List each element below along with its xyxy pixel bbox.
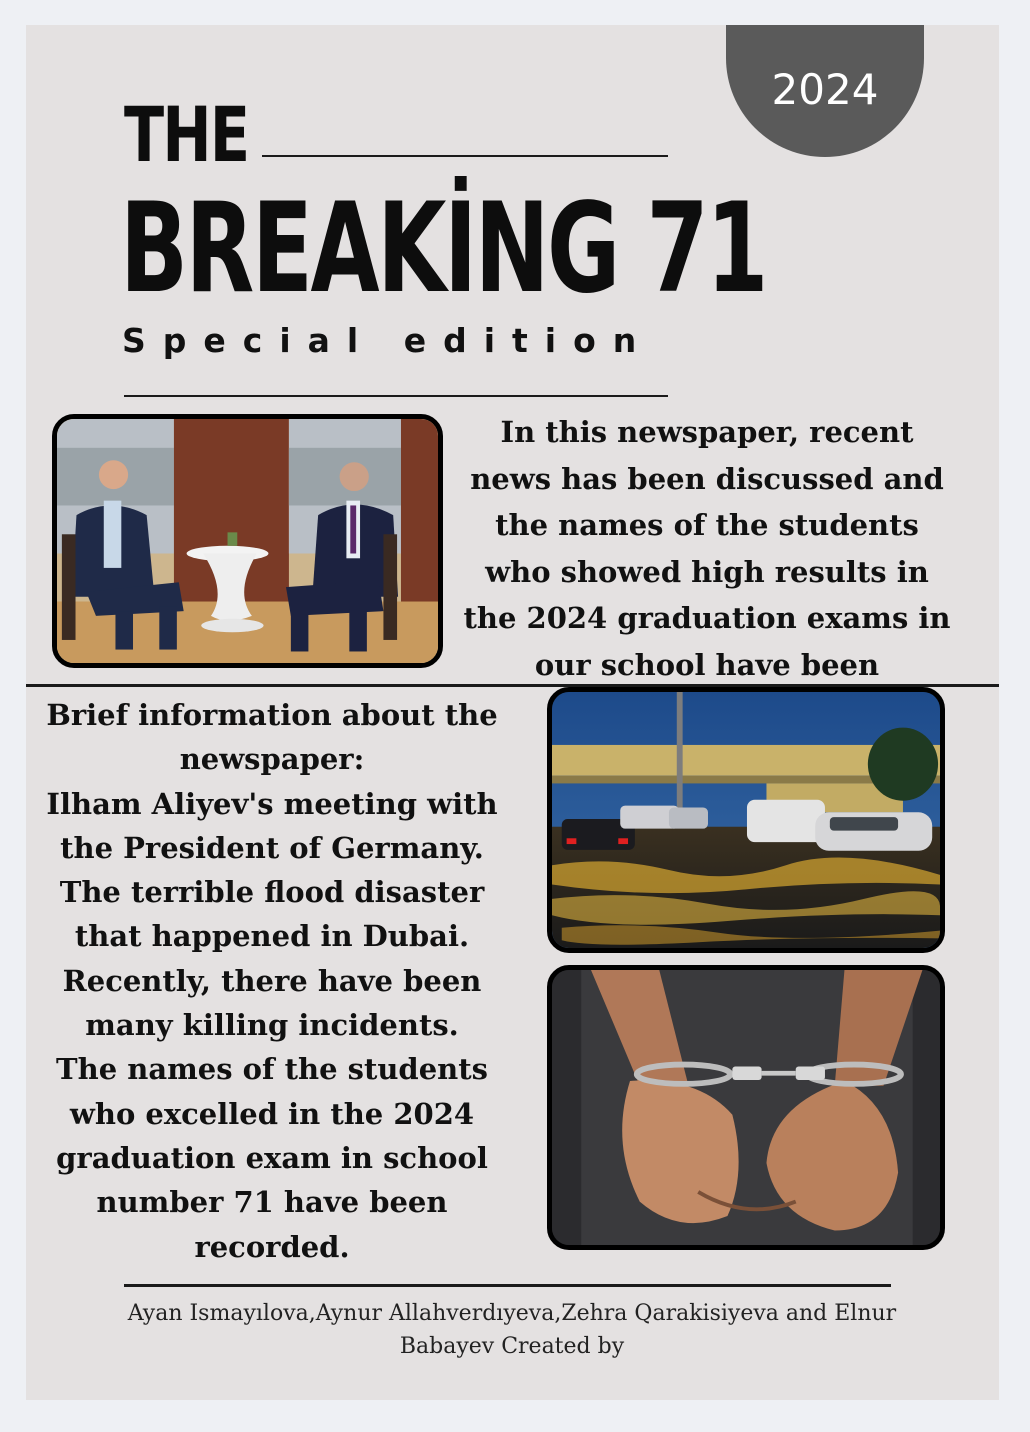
brief-item: The terrible flood disaster that happened in Dubai. bbox=[59, 875, 485, 954]
credits: Ayan Ismayılova,Aynur Allahverdıyeva,Zehra Qarakisiyeva and Elnur Babayev Created by bbox=[127, 1301, 897, 1359]
meeting-photo bbox=[52, 414, 443, 668]
flood-photo bbox=[547, 687, 945, 953]
brief-heading: Brief information about the newspaper: bbox=[46, 698, 498, 777]
subtitle-rule bbox=[124, 395, 668, 397]
year-label: 2024 bbox=[771, 64, 879, 114]
brief-section bbox=[22, 693, 522, 1269]
masthead-title: BREAKİNG 71 bbox=[120, 177, 766, 321]
intro-text: In this newspaper, recent news has been discussed and the names of the students who showed high results in the 2024 graduation exams in our school have been bbox=[463, 415, 951, 682]
newspaper-page bbox=[26, 25, 999, 1400]
brief-item: Recently, there have been many killing incidents. bbox=[62, 963, 482, 1043]
masthead-rule bbox=[262, 155, 668, 157]
masthead-subtitle: Special edition bbox=[122, 321, 654, 360]
footer-rule bbox=[124, 1284, 891, 1287]
handcuffs-photo bbox=[547, 965, 945, 1250]
year-badge bbox=[726, 25, 924, 157]
brief-item: The names of the students who excelled in the 2024 graduation exam in school number 71 have been recorded. bbox=[56, 1052, 488, 1264]
masthead-the: THE bbox=[124, 90, 249, 179]
brief-item: Ilham Aliyev's meeting with the President of Germany. bbox=[46, 786, 498, 865]
